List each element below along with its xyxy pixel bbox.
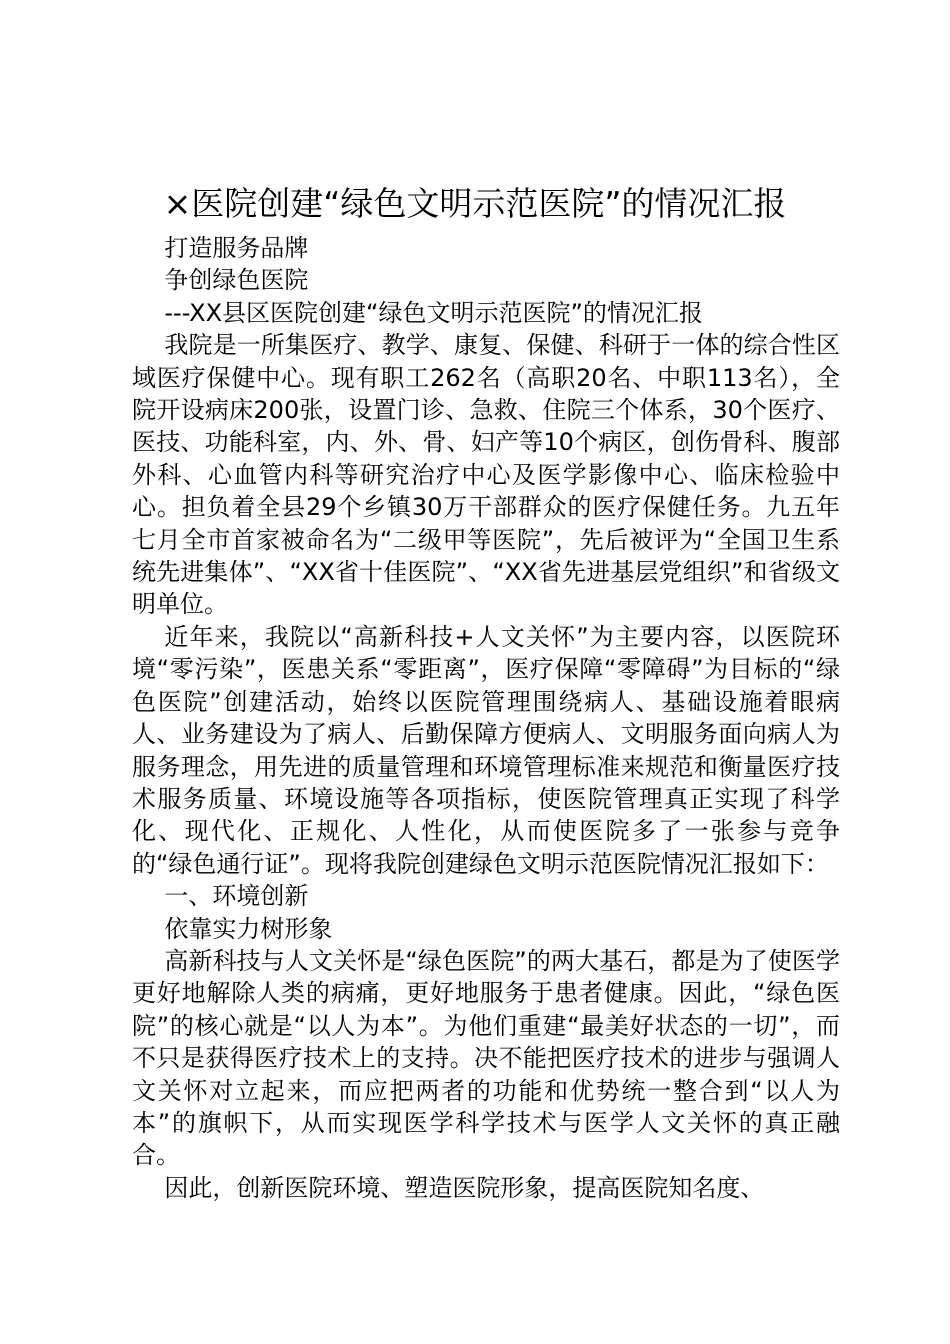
section-heading-environment: 一、环境创新	[164, 882, 309, 911]
paragraph-cornerstones: 高新科技与人文关怀是“绿色医院”的两大基石，都是为了使医学更好地解除人类的病痛，更好地服务于患者健康。因此，“绿色医院”的核心就是“以人为本”。为他们重建“最美好状态的一切”，而不只是获得医疗技术上的支持。决不能把医疗技术的进步与强调人文关怀对立起来，而应把两者的功能和优势统一整合到“以人为本”的旗帜下，从而实现医学科学技术与医学人文关怀的真正融合。	[132, 946, 840, 1170]
subtitle-brand: 打造服务品牌	[164, 234, 309, 262]
document-title: ×医院创建“绿色文明示范医院”的情况汇报	[163, 184, 787, 223]
section-subheading-image: 依靠实力树形象	[164, 914, 333, 943]
subtitle-green-hospital: 争创绿色医院	[164, 266, 309, 295]
subtitle-report: ---XX县区医院创建“绿色文明示范医院”的情况汇报	[164, 298, 703, 327]
paragraph-intro: 我院是一所集医疗、教学、康复、保健、科研于一体的综合性区域医疗保健中心。现有职工262名（高职20名、中职113名），全院开设病床200张，设置门诊、急救、住院三个体系，30个医疗、医技、功能科室，内、外、骨、妇产等10个病区，创伤骨科、腹部外科、心血管内科等研究治疗中心及医学影像中心、临床检验中心。担负着全县29个乡镇30万干部群众的医疗保健任务。九五年七月全市首家被命名为“二级甲等医院”，先后被评为“全国卫生系统先进集体”、“XX省十佳医院”、“XX省先进基层党组织”和省级文明单位。	[132, 331, 840, 619]
document-body	[132, 232, 840, 1204]
paragraph-therefore: 因此，创新医院环境、塑造医院形象，提高医院知名度、	[164, 1173, 765, 1202]
paragraph-recent-years: 近年来，我院以“高新科技+人文关怀”为主要内容，以医院环境“零污染”，医患关系“零距离”，医疗保障“零障碍”为目标的“绿色医院”创建活动，始终以医院管理围绕病人、基础设施着眼病人、业务建设为了病人、后勤保障方便病人、文明服务面向病人为服务理念，用先进的质量管理和环境管理标准来规范和衡量医疗技术服务质量、环境设施等各项指标，使医院管理真正实现了科学化、现代化、正规化、人性化，从而使医院多了一张参与竞争的“绿色通行证”。现将我院创建绿色文明示范医院情况汇报如下：	[132, 622, 840, 878]
